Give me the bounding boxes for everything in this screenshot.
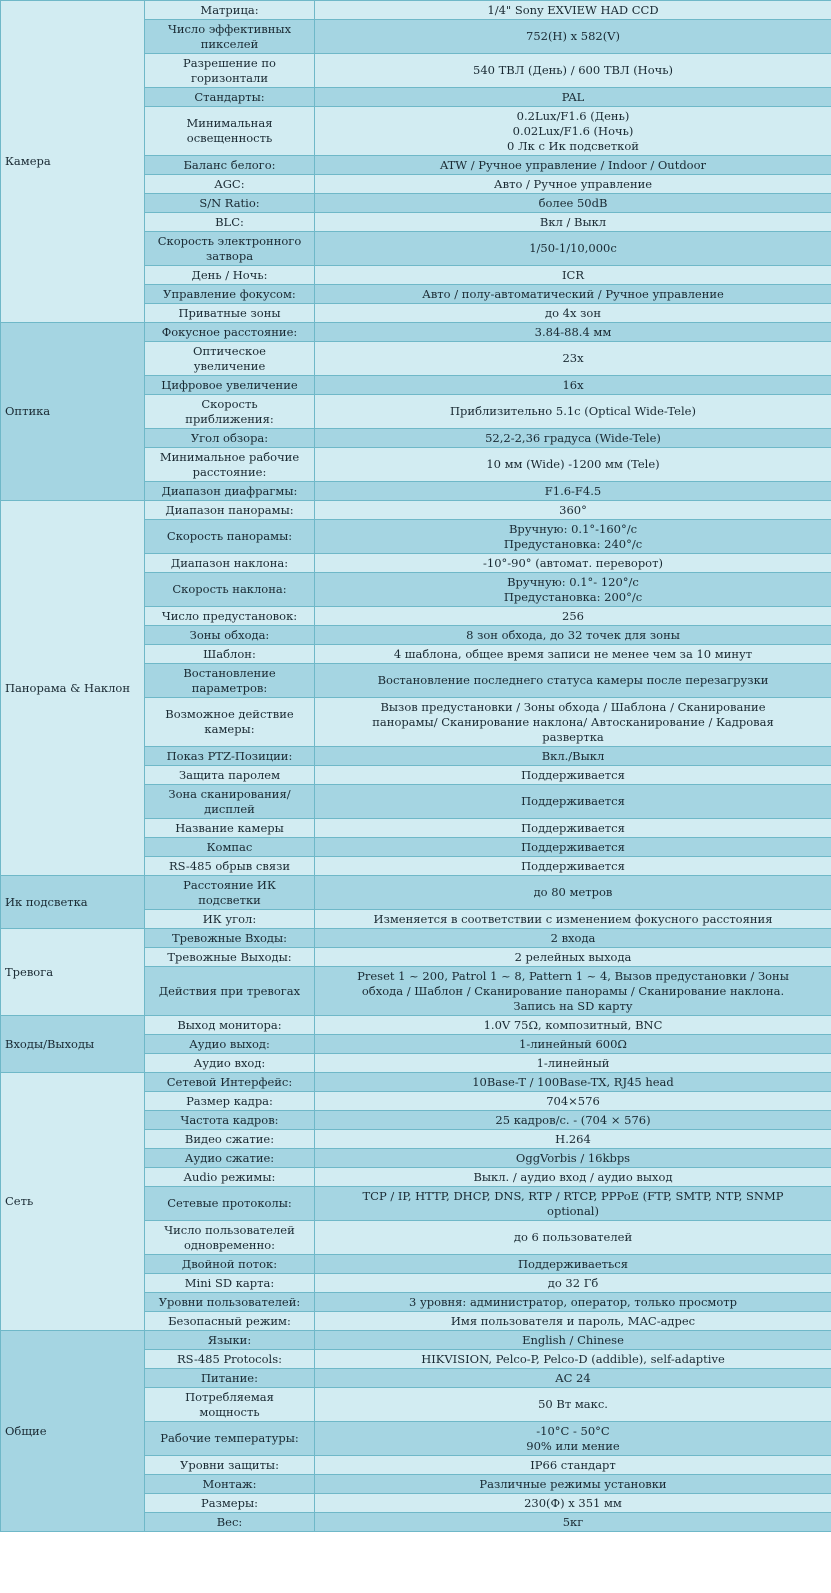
param-name bbox=[145, 766, 315, 785]
param-value-line: 1-линейный 600Ω bbox=[519, 1036, 627, 1051]
param-value-line: PAL bbox=[561, 89, 585, 104]
param-value-line: 90% или мение bbox=[526, 1438, 620, 1453]
param-name-line: освещенность bbox=[186, 131, 273, 145]
param-value bbox=[315, 520, 831, 554]
param-value bbox=[315, 967, 831, 1016]
param-value-line: H.264 bbox=[555, 1131, 591, 1146]
param-name-line: Диапазон панорамы: bbox=[165, 502, 294, 517]
spec-row bbox=[1, 501, 831, 520]
param-name-line: приближения: bbox=[185, 411, 274, 426]
param-name-line: Число пользователей bbox=[164, 1222, 295, 1237]
param-name bbox=[145, 54, 315, 88]
param-name bbox=[145, 1168, 315, 1187]
param-value-line: 10Base-T / 100Base-TX, RJ45 head bbox=[472, 1074, 674, 1089]
param-value-line: 3.84-88.4 мм bbox=[534, 324, 612, 339]
param-name bbox=[145, 838, 315, 857]
param-name-line: Возможное действие bbox=[165, 707, 294, 721]
param-name-line: AGC: bbox=[214, 176, 245, 191]
param-value-line: Preset 1 ~ 200, Patrol 1 ~ 8, Pattern 1 ~ 4, Вызов предустановки / Зоны bbox=[357, 968, 789, 983]
param-value-line: -10°-90° (автомат. переворот) bbox=[483, 555, 663, 570]
param-value-line: 1/50-1/10,000с bbox=[529, 241, 617, 255]
param-name-line: Потребляемая bbox=[185, 1389, 274, 1404]
param-name-line: Скорость электронного bbox=[157, 233, 302, 248]
param-name bbox=[145, 1016, 315, 1035]
param-name bbox=[145, 395, 315, 429]
param-value-line: развертка bbox=[542, 729, 604, 744]
param-value bbox=[315, 1312, 831, 1331]
param-value bbox=[315, 232, 831, 266]
param-value-line: 25 кадров/с. - (704 × 576) bbox=[495, 1112, 651, 1127]
param-value bbox=[315, 175, 831, 194]
param-value-line: ICR bbox=[561, 267, 584, 282]
param-value-line: 0.02Lux/F1.6 (Ночь) bbox=[512, 123, 634, 138]
param-name bbox=[145, 645, 315, 664]
param-name-line: Сетевые протоколы: bbox=[167, 1196, 292, 1210]
param-name-line: Действия при тревогах bbox=[158, 983, 301, 998]
param-name-line: Расстояние ИК bbox=[183, 877, 276, 892]
param-name bbox=[145, 376, 315, 395]
param-value-line: 0 Лк с Ик подсветкой bbox=[507, 138, 639, 153]
param-value-line: обхода / Шаблон / Сканирование панорамы / Сканирование наклона. bbox=[361, 983, 785, 998]
param-name bbox=[145, 876, 315, 910]
param-value-line: до 32 Гб bbox=[547, 1275, 599, 1290]
param-name-line: ИК угол: bbox=[202, 911, 257, 926]
param-name-line: Уровни защиты: bbox=[180, 1457, 279, 1472]
param-value bbox=[315, 573, 831, 607]
param-value bbox=[315, 1, 831, 20]
param-value bbox=[315, 266, 831, 285]
param-value bbox=[315, 645, 831, 664]
param-name bbox=[145, 1350, 315, 1369]
param-name-line: Диапазон наклона: bbox=[170, 555, 289, 570]
param-value-line: 23x bbox=[562, 351, 584, 365]
param-value bbox=[315, 285, 831, 304]
param-value bbox=[315, 929, 831, 948]
param-value bbox=[315, 20, 831, 54]
param-value-line: более 50dB bbox=[538, 195, 608, 210]
param-value bbox=[315, 664, 831, 698]
param-name bbox=[145, 1369, 315, 1388]
param-name bbox=[145, 232, 315, 266]
param-value-line: 8 зон обхода, до 32 точек для зоны bbox=[466, 627, 680, 642]
param-value-line: Вкл / Выкл bbox=[539, 214, 607, 229]
param-value bbox=[315, 342, 831, 376]
param-name-line: Частота кадров: bbox=[180, 1112, 279, 1127]
param-value bbox=[315, 482, 831, 501]
param-value-line: Выкл. / аудио вход / аудио выход bbox=[473, 1169, 673, 1184]
param-name-line: Защита паролем bbox=[178, 767, 281, 782]
param-name-line: увеличение bbox=[193, 358, 266, 373]
param-value bbox=[315, 54, 831, 88]
param-name bbox=[145, 342, 315, 376]
param-value-line: 230(Ф) x 351 мм bbox=[524, 1495, 622, 1510]
param-value-line: Имя пользователя и пароль, MAC-адрес bbox=[450, 1313, 696, 1328]
section-title: Общие bbox=[1, 1331, 145, 1532]
param-name-line: камеры: bbox=[204, 722, 255, 736]
param-name bbox=[145, 194, 315, 213]
param-name bbox=[145, 1187, 315, 1221]
param-name-line: BLC: bbox=[215, 214, 244, 229]
param-value bbox=[315, 747, 831, 766]
spec-row bbox=[1, 929, 831, 948]
param-value-line: TCP / IP, HTTP, DHCP, DNS, RTP / RTCP, PPPoE (FTP, SMTP, NTP, SNMP bbox=[362, 1188, 784, 1203]
param-name bbox=[145, 1475, 315, 1494]
param-value-line: English / Chinese bbox=[522, 1332, 624, 1347]
param-name-line: Скорость панорамы: bbox=[166, 529, 293, 543]
param-value bbox=[315, 213, 831, 232]
param-value-line: ATW / Ручное управление / Indoor / Outdoor bbox=[439, 157, 707, 172]
param-value bbox=[315, 1187, 831, 1221]
param-value-line: Изменяется в соответствии с изменением фокусного расстояния bbox=[373, 911, 773, 926]
param-value bbox=[315, 323, 831, 342]
param-name-line: Уровни пользователей: bbox=[158, 1294, 301, 1309]
param-name bbox=[145, 1073, 315, 1092]
param-value-line: 256 bbox=[562, 608, 584, 623]
param-name-line: Размеры: bbox=[200, 1495, 258, 1510]
param-name bbox=[145, 1255, 315, 1274]
spec-row bbox=[1, 1016, 831, 1035]
param-value-line: -10°C - 50°C bbox=[536, 1423, 610, 1438]
param-name-line: Зоны обхода: bbox=[189, 627, 270, 642]
spec-table-body bbox=[1, 1, 831, 1532]
param-name-line: Монтаж: bbox=[202, 1476, 257, 1491]
param-name-line: Число предустановок: bbox=[161, 608, 298, 623]
param-value bbox=[315, 1016, 831, 1035]
param-name-line: Число эффективных bbox=[167, 21, 292, 36]
param-name-line: подсветки bbox=[198, 892, 261, 907]
param-value bbox=[315, 88, 831, 107]
spec-row bbox=[1, 1331, 831, 1350]
param-name-line: Шаблон: bbox=[203, 646, 256, 661]
param-name bbox=[145, 1221, 315, 1255]
param-name-line: Компас bbox=[206, 839, 253, 854]
param-value bbox=[315, 1149, 831, 1168]
param-value-line: Приблизительно 5.1с (Optical Wide-Tele) bbox=[450, 404, 696, 418]
param-value-line: IP66 стандарт bbox=[530, 1457, 616, 1472]
param-name bbox=[145, 819, 315, 838]
param-name bbox=[145, 1312, 315, 1331]
section-title: Оптика bbox=[1, 323, 145, 501]
param-name bbox=[145, 285, 315, 304]
param-value bbox=[315, 785, 831, 819]
param-name bbox=[145, 948, 315, 967]
param-name-line: Название камеры bbox=[175, 820, 284, 835]
param-name-line: Диапазон диафрагмы: bbox=[161, 483, 298, 498]
param-name bbox=[145, 501, 315, 520]
param-name bbox=[145, 1, 315, 20]
param-name-line: Минимальное рабочие bbox=[159, 449, 300, 464]
param-value-line: до 80 метров bbox=[533, 885, 613, 899]
param-value bbox=[315, 1054, 831, 1073]
param-value-line: F1.6-F4.5 bbox=[544, 483, 602, 498]
param-name bbox=[145, 626, 315, 645]
param-name-line: пикселей bbox=[200, 36, 259, 51]
param-value-line: 752(H) x 582(V) bbox=[526, 29, 620, 43]
param-name-line: Рабочие температуры: bbox=[160, 1431, 299, 1445]
param-name-line: Выход монитора: bbox=[177, 1017, 282, 1032]
param-name-line: Видео сжатие: bbox=[184, 1131, 275, 1146]
param-value-line: до 4х зон bbox=[545, 305, 601, 320]
param-value bbox=[315, 857, 831, 876]
param-value bbox=[315, 1350, 831, 1369]
param-value bbox=[315, 1494, 831, 1513]
param-value-line: 1/4" Sony EXVIEW HAD CCD bbox=[487, 2, 659, 17]
param-name bbox=[145, 107, 315, 156]
param-value-line: Вручную: 0.1°-160°/c bbox=[508, 521, 638, 536]
param-name bbox=[145, 520, 315, 554]
param-value-line: Предустановка: 200°/c bbox=[503, 589, 643, 604]
param-value bbox=[315, 1422, 831, 1456]
param-value-line: 10 мм (Wide) -1200 мм (Tele) bbox=[486, 457, 660, 471]
param-name-line: Двойной поток: bbox=[181, 1256, 278, 1271]
param-name bbox=[145, 1035, 315, 1054]
param-name-line: параметров: bbox=[191, 680, 268, 695]
param-value-line: 360° bbox=[559, 502, 587, 517]
param-value-line: 704×576 bbox=[546, 1093, 600, 1108]
param-name bbox=[145, 785, 315, 819]
param-value bbox=[315, 448, 831, 482]
param-value bbox=[315, 607, 831, 626]
param-name bbox=[145, 304, 315, 323]
param-name-line: Показ PTZ-Позиции: bbox=[166, 748, 293, 763]
param-name-line: одновременно: bbox=[183, 1237, 276, 1252]
param-value bbox=[315, 698, 831, 747]
section-title: Панорама & Наклон bbox=[1, 501, 145, 876]
param-name-line: Тревожные Входы: bbox=[171, 930, 288, 945]
param-value-line: Вручную: 0.1°- 120°/c bbox=[507, 574, 639, 589]
param-value-line: 3 уровня: администратор, оператор, только просмотр bbox=[409, 1294, 737, 1309]
param-name-line: Вес: bbox=[216, 1514, 243, 1529]
param-value bbox=[315, 501, 831, 520]
param-name bbox=[145, 1331, 315, 1350]
param-name-line: расстояние: bbox=[192, 464, 267, 479]
param-value-line: 0.2Lux/F1.6 (День) bbox=[516, 108, 630, 123]
param-value-line: Запись на SD карту bbox=[513, 998, 633, 1013]
param-name-line: Аудио вход: bbox=[193, 1055, 266, 1070]
param-value-line: OggVorbis / 16kbps bbox=[515, 1150, 631, 1165]
param-value bbox=[315, 1388, 831, 1422]
param-name-line: Угол обзора: bbox=[190, 430, 269, 445]
param-value bbox=[315, 1293, 831, 1312]
spec-row bbox=[1, 1, 831, 20]
param-name bbox=[145, 20, 315, 54]
param-name-line: RS-485 обрыв связи bbox=[168, 858, 291, 873]
param-name bbox=[145, 857, 315, 876]
param-name-line: Mini SD карта: bbox=[184, 1275, 275, 1290]
param-name-line: затвора bbox=[205, 248, 254, 263]
param-value bbox=[315, 1168, 831, 1187]
param-value-line: панорамы/ Сканирование наклона/ Автосканирование / Кадровая bbox=[372, 714, 774, 729]
param-value bbox=[315, 910, 831, 929]
param-value bbox=[315, 1111, 831, 1130]
param-value-line: Поддерживается bbox=[521, 839, 625, 854]
param-value bbox=[315, 876, 831, 910]
param-value bbox=[315, 554, 831, 573]
param-name bbox=[145, 323, 315, 342]
param-name-line: Баланс белого: bbox=[183, 157, 276, 172]
param-value-line: AC 24 bbox=[555, 1370, 591, 1385]
param-value bbox=[315, 429, 831, 448]
param-name bbox=[145, 1111, 315, 1130]
param-name-line: Матрица: bbox=[200, 2, 259, 17]
param-value bbox=[315, 376, 831, 395]
param-value bbox=[315, 194, 831, 213]
param-name bbox=[145, 910, 315, 929]
param-name bbox=[145, 266, 315, 285]
param-name bbox=[145, 554, 315, 573]
param-name bbox=[145, 607, 315, 626]
param-name-line: Аудио выход: bbox=[189, 1036, 270, 1051]
param-name bbox=[145, 1092, 315, 1111]
param-value-line: 2 входа bbox=[550, 930, 596, 945]
param-value-line: 52,2-2,36 градуса (Wide-Tele) bbox=[485, 430, 661, 445]
param-name bbox=[145, 1130, 315, 1149]
section-title: Ик подсветка bbox=[1, 876, 145, 929]
param-name-line: Скорость наклона: bbox=[172, 582, 287, 596]
param-name bbox=[145, 664, 315, 698]
param-value-line: optional) bbox=[547, 1203, 599, 1218]
param-name bbox=[145, 573, 315, 607]
param-name bbox=[145, 1494, 315, 1513]
param-value bbox=[315, 156, 831, 175]
param-value bbox=[315, 1073, 831, 1092]
param-name-line: мощность bbox=[199, 1404, 260, 1419]
param-value-line: Поддерживается bbox=[521, 794, 625, 808]
param-name-line: Оптическое bbox=[193, 343, 266, 358]
param-name-line: Разрешение по bbox=[183, 55, 276, 70]
param-name-line: Сетевой Интерфейс: bbox=[166, 1074, 293, 1089]
param-name bbox=[145, 156, 315, 175]
param-value bbox=[315, 1130, 831, 1149]
param-name-line: День / Ночь: bbox=[191, 267, 268, 282]
param-value-line: Различные режимы установки bbox=[479, 1476, 667, 1491]
param-name-line: S/N Ratio: bbox=[199, 195, 260, 210]
param-value bbox=[315, 1221, 831, 1255]
param-name-line: Audio режимы: bbox=[183, 1169, 276, 1184]
section-title: Тревога bbox=[1, 929, 145, 1016]
param-value-line: Поддерживаеться bbox=[518, 1256, 628, 1271]
param-value bbox=[315, 626, 831, 645]
param-value-line: Вызов предустановки / Зоны обхода / Шаблона / Сканирование bbox=[380, 699, 766, 714]
param-value bbox=[315, 1035, 831, 1054]
param-name bbox=[145, 967, 315, 1016]
param-value bbox=[315, 1331, 831, 1350]
section-title: Входы/Выходы bbox=[1, 1016, 145, 1073]
param-value bbox=[315, 1475, 831, 1494]
param-name bbox=[145, 698, 315, 747]
param-name bbox=[145, 1274, 315, 1293]
param-value-line: 50 Вт макс. bbox=[538, 1397, 608, 1411]
param-name-line: Скорость bbox=[201, 396, 258, 411]
param-value bbox=[315, 948, 831, 967]
param-value bbox=[315, 766, 831, 785]
param-name-line: Безопасный режим: bbox=[168, 1313, 291, 1328]
param-name bbox=[145, 1422, 315, 1456]
param-value bbox=[315, 395, 831, 429]
param-name-line: Языки: bbox=[207, 1332, 252, 1347]
param-value bbox=[315, 304, 831, 323]
param-name bbox=[145, 747, 315, 766]
param-value-line: Поддерживается bbox=[521, 767, 625, 782]
param-name-line: Фокусное расстояние: bbox=[161, 324, 298, 339]
param-name-line: RS-485 Protocols: bbox=[177, 1351, 282, 1366]
param-name-line: Управление фокусом: bbox=[163, 286, 296, 301]
param-name-line: Стандарты: bbox=[194, 89, 265, 104]
param-value-line: 5кг bbox=[562, 1514, 584, 1529]
param-name-line: Приватные зоны bbox=[178, 305, 281, 320]
param-value bbox=[315, 1369, 831, 1388]
param-value-line: до 6 пользователей bbox=[513, 1230, 633, 1244]
param-value-line: Поддерживается bbox=[521, 858, 625, 873]
param-name-line: Питание: bbox=[201, 1370, 258, 1385]
param-name-line: дисплей bbox=[204, 801, 255, 816]
param-value-line: 540 ТВЛ (День) / 600 ТВЛ (Ночь) bbox=[473, 63, 673, 77]
param-value-line: Вкл./Выкл bbox=[541, 748, 605, 763]
param-value-line: Предустановка: 240°/c bbox=[503, 536, 643, 551]
param-name bbox=[145, 88, 315, 107]
param-value-line: Поддерживается bbox=[521, 820, 625, 835]
param-name bbox=[145, 1388, 315, 1422]
param-value-line: 16x bbox=[562, 377, 584, 392]
param-name-line: Востановление bbox=[183, 665, 276, 680]
param-value bbox=[315, 1513, 831, 1532]
param-name-line: Тревожные Выходы: bbox=[167, 949, 292, 964]
param-name-line: Размер кадра: bbox=[186, 1093, 273, 1108]
param-value-line: HIKVISION, Pelco-P, Pelco-D (addible), self-adaptive bbox=[421, 1351, 725, 1366]
param-name bbox=[145, 213, 315, 232]
param-value-line: Востановление последнего статуса камеры после перезагрузки bbox=[377, 673, 769, 687]
section-title: Сеть bbox=[1, 1073, 145, 1331]
param-name bbox=[145, 1149, 315, 1168]
param-value-line: 4 шаблона, общее время записи не менее чем за 10 минут bbox=[393, 646, 753, 661]
param-name-line: горизонтали bbox=[190, 70, 269, 85]
param-value bbox=[315, 819, 831, 838]
param-value bbox=[315, 1092, 831, 1111]
param-name bbox=[145, 175, 315, 194]
spec-row bbox=[1, 1073, 831, 1092]
param-value bbox=[315, 1456, 831, 1475]
spec-row bbox=[1, 323, 831, 342]
param-name bbox=[145, 1054, 315, 1073]
param-name-line: Минимальная bbox=[186, 116, 273, 130]
param-value-line: 1-линейный bbox=[536, 1055, 610, 1070]
param-value bbox=[315, 1274, 831, 1293]
spec-row bbox=[1, 876, 831, 910]
param-value bbox=[315, 107, 831, 156]
param-value-line: Авто / Ручное управление bbox=[493, 176, 653, 191]
param-value bbox=[315, 838, 831, 857]
param-name-line: Цифровое увеличение bbox=[161, 377, 298, 392]
param-value-line: Авто / полу-автоматический / Ручное управление bbox=[422, 286, 724, 301]
section-title: Камера bbox=[1, 1, 145, 323]
param-name-line: Аудио сжатие: bbox=[184, 1150, 275, 1165]
param-name bbox=[145, 1456, 315, 1475]
param-value-line: 1.0V 75Ω, композитный, BNC bbox=[483, 1017, 663, 1032]
param-name bbox=[145, 482, 315, 501]
param-name bbox=[145, 929, 315, 948]
param-name bbox=[145, 1513, 315, 1532]
param-name-line: Зона сканирования/ bbox=[168, 786, 291, 801]
param-value bbox=[315, 1255, 831, 1274]
param-name bbox=[145, 1293, 315, 1312]
param-name bbox=[145, 429, 315, 448]
param-value-line: 2 релейных выхода bbox=[514, 949, 632, 964]
param-name bbox=[145, 448, 315, 482]
